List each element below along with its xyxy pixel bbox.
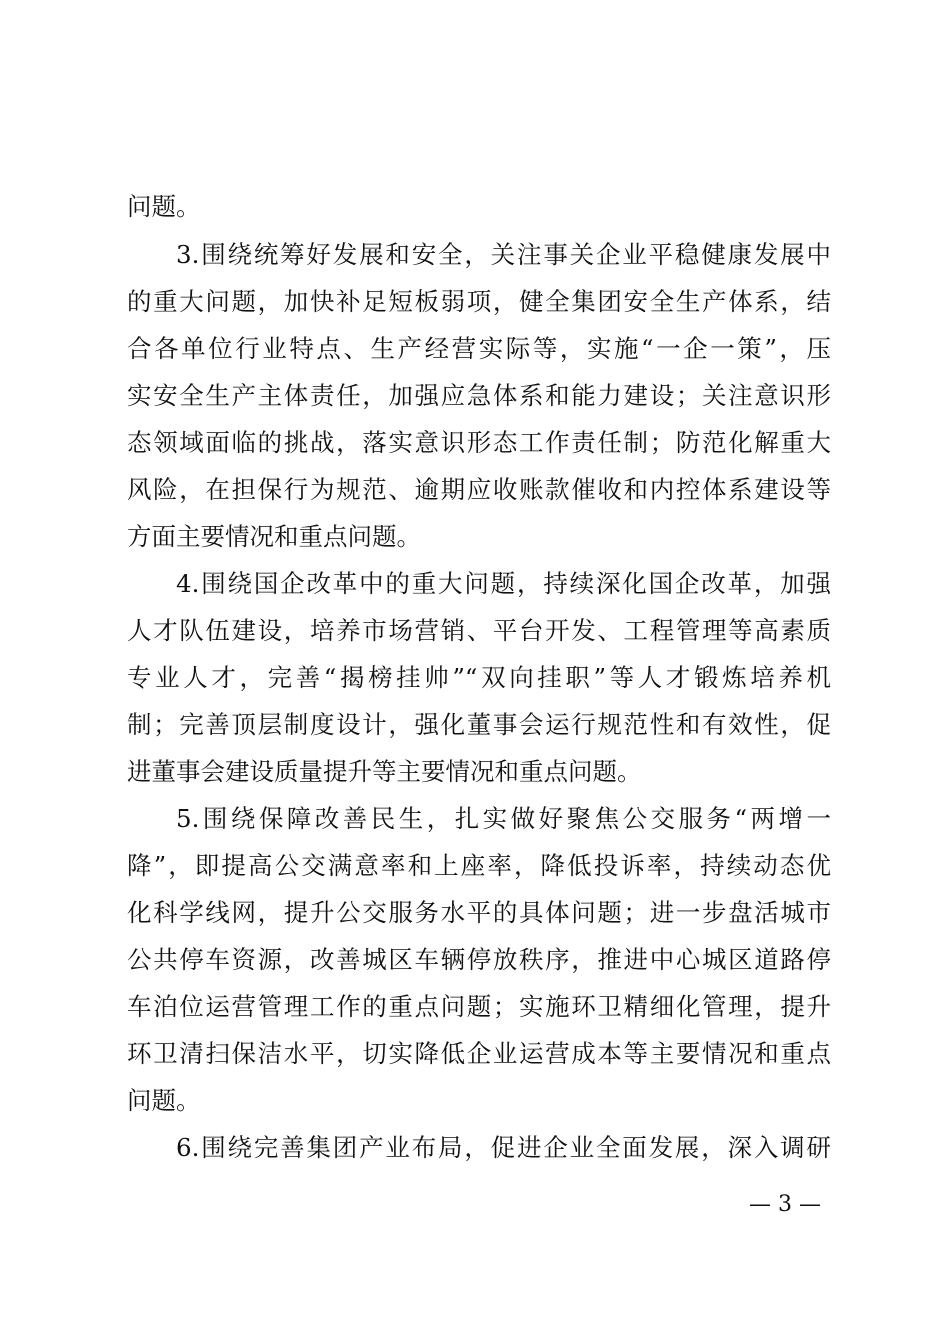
text-line: 化科学线网，提升公交服务水平的具体问题；进一步盘活城市 <box>127 898 831 927</box>
text-line: 合各单位行业特点、生产经营实际等，实施“一企一策”，压 <box>127 334 831 363</box>
text-line: 人才队伍建设，培养市场营销、平台开发、工程管理等高素质 <box>127 616 831 645</box>
text-line: 车泊位运营管理工作的重点问题；实施环卫精细化管理，提升 <box>127 992 831 1021</box>
text-line: 专业人才，完善“揭榜挂帅”“双向挂职”等人才锻炼培养机 <box>127 663 831 692</box>
text-line: 态领域面临的挑战，落实意识形态工作责任制；防范化解重大 <box>127 428 831 457</box>
text-line: 方面主要情况和重点问题。 <box>127 522 421 551</box>
text-line: 降”，即提高公交满意率和上座率，降低投诉率，持续动态优 <box>127 851 831 880</box>
paragraph-4-first-line: 4.围绕国企改革中的重大问题，持续深化国企改革，加强 <box>176 569 831 598</box>
text-line: 进董事会建设质量提升等主要情况和重点问题。 <box>127 757 642 786</box>
text-line: 制；完善顶层制度设计，强化董事会运行规范性和有效性，促 <box>127 710 831 739</box>
paragraph-6-first-line: 6.围绕完善集团产业布局，促进企业全面发展，深入调研 <box>176 1133 831 1162</box>
text-line: 问题。 <box>127 192 201 221</box>
paragraph-3-first-line: 3.围绕统筹好发展和安全，关注事关企业平稳健康发展中 <box>176 240 831 269</box>
paragraph-5-first-line: 5.围绕保障改善民生，扎实做好聚焦公交服务“两增一 <box>176 804 831 833</box>
text-line: 环卫清扫保洁水平，切实降低企业运营成本等主要情况和重点 <box>127 1039 831 1068</box>
text-line: 公共停车资源，改善城区车辆停放秩序，推进中心城区道路停 <box>127 945 831 974</box>
text-line: 风险，在担保行为规范、逾期应收账款催收和内控体系建设等 <box>127 475 831 504</box>
text-line: 的重大问题，加快补足短板弱项，健全集团安全生产体系，结 <box>127 287 831 316</box>
text-line: 实安全生产主体责任，加强应急体系和能力建设；关注意识形 <box>127 381 831 410</box>
page-number: — 3 — <box>749 1192 821 1217</box>
text-line: 问题。 <box>127 1086 201 1115</box>
